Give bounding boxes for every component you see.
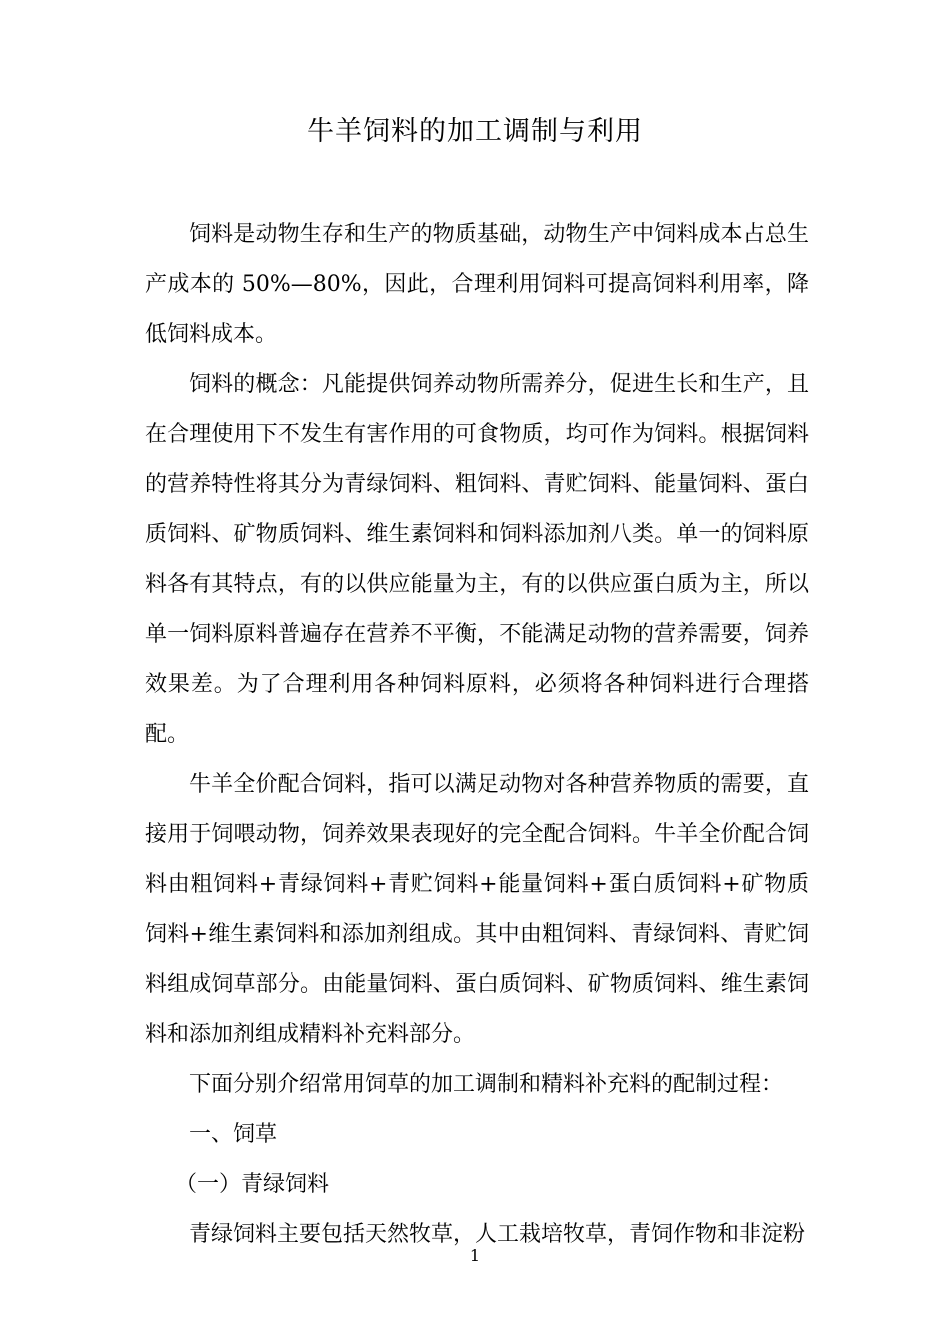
paragraph-introduction-line: 下面分别介绍常用饲草的加工调制和精料补充料的配制过程： xyxy=(189,1072,784,1097)
paragraph-feed-concept: 饲料的概念：凡能提供饲养动物所需养分，促进生长和生产，且在合理使用下不发生有害作用的可食物质，均可作为饲料。根据饲料的营养特性将其分为青绿饲料、粗饲料、青贮饲料、能量饲料、蛋白质饲料、矿物质饲料、维生素饲料和饲料添加剂八类。单一的饲料原料各有其特点，有的以供应能量为主，有的以供应蛋白质为主，所以单一饲料原料普遍存在营养不平衡，不能满足动物的营养需要，饲养效果差。为了合理利用各种饲料原料，必须将各种饲料进行合理搭配。 xyxy=(145,372,809,747)
paragraph-intro: 饲料是动物生存和生产的物质基础，动物生产中饲料成本占总生产成本的 50%—80%，因此，合理利用饲料可提高饲料利用率，降低饲料成本。 xyxy=(145,222,809,347)
document-title: 牛羊饲料的加工调制与利用 xyxy=(307,116,643,147)
document-body xyxy=(145,210,809,1260)
paragraph-green-feed: 青绿饲料主要包括天然牧草，人工栽培牧草，青饲作物和非淀粉 xyxy=(189,1222,806,1247)
paragraph-complete-feed: 牛羊全价配合饲料，指可以满足动物对各种营养物质的需要，直接用于饲喂动物，饲养效果表现好的完全配合饲料。牛羊全价配合饲料由粗饲料+青绿饲料+青贮饲料+能量饲料+蛋白质饲料+矿物质饲料+维生素饲料和添加剂组成。其中由粗饲料、青绿饲料、青贮饲料组成饲草部分。由能量饲料、蛋白质饲料、矿物质饲料、维生素饲料和添加剂组成精料补充料部分。 xyxy=(145,772,809,1047)
section-heading-forage: 一、饲草 xyxy=(189,1122,278,1147)
page-number: 1 xyxy=(469,1246,481,1265)
subsection-heading-green-feed: （一）青绿饲料 xyxy=(175,1172,330,1197)
